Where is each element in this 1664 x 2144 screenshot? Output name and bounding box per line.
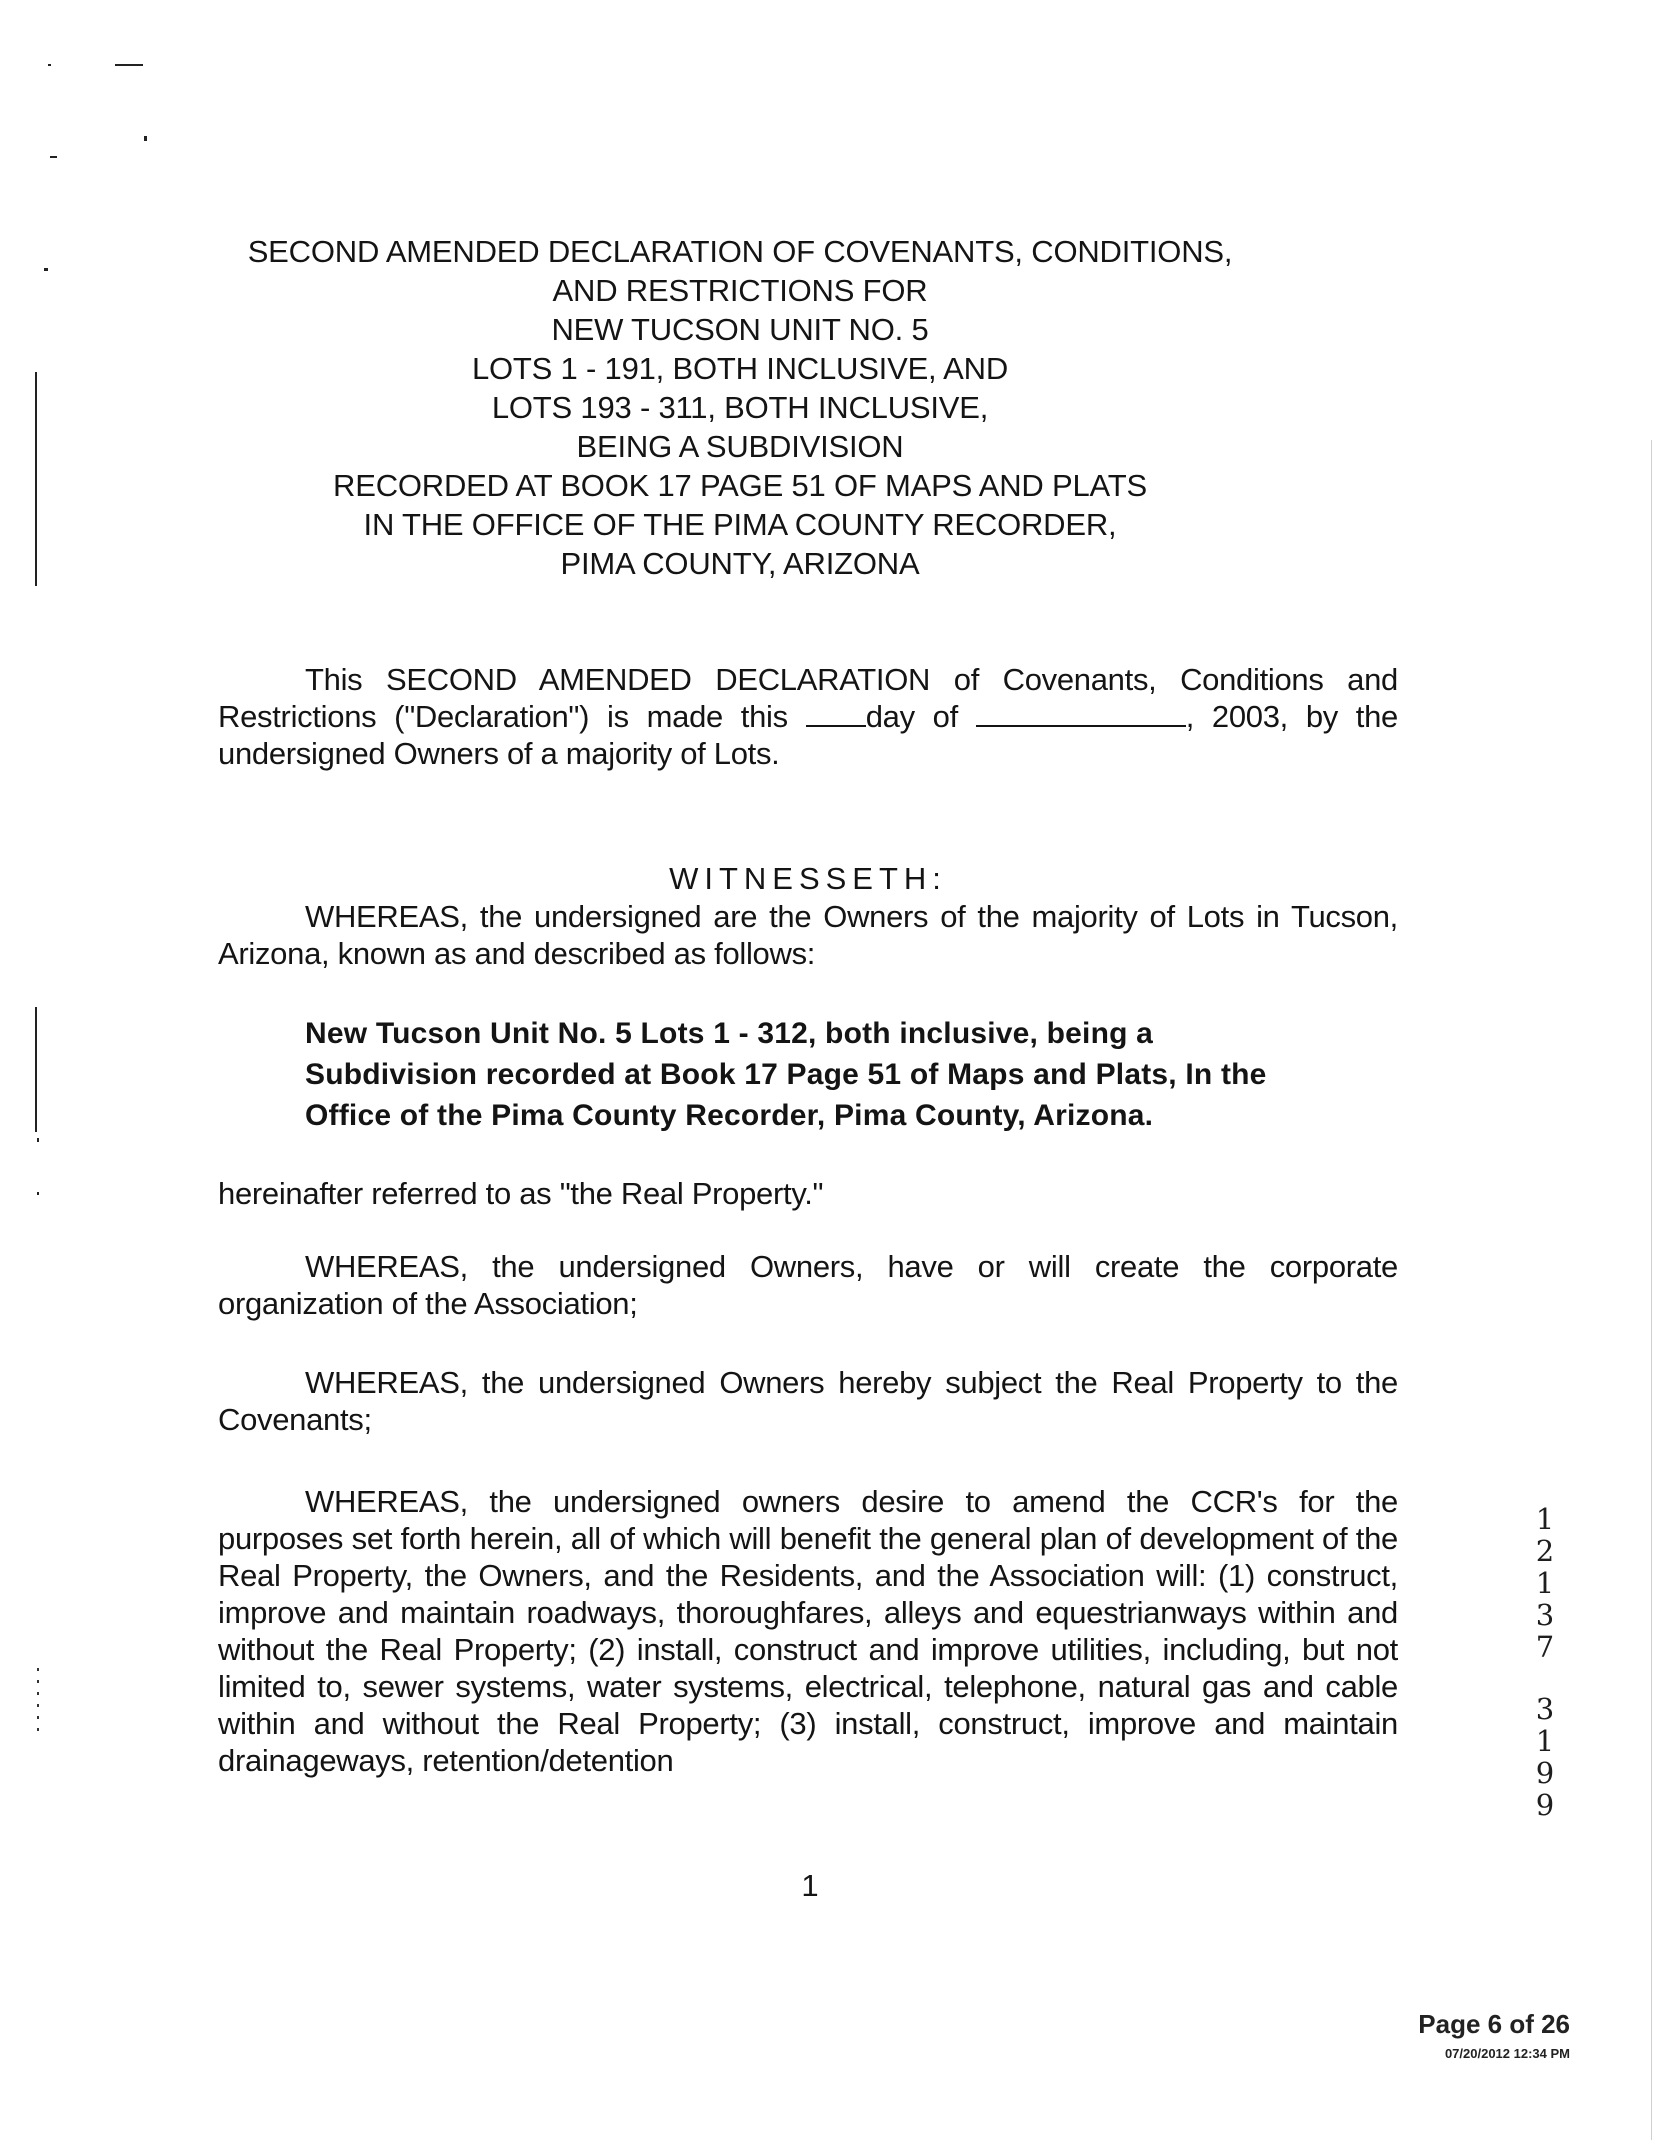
title-line: NEW TUCSON UNIT NO. 5 [551, 312, 929, 347]
stamp-digit: 1 [1535, 1502, 1555, 1536]
legal-description: New Tucson Unit No. 5 Lots 1 - 312, both inclusive, being a Subdivision recorded at Book 17 Page 51 of Maps and Plats, In the Office of the Pima County Recorder, Pima County, Arizona. [305, 1017, 1267, 1132]
stamp-digit: 1 [1535, 1566, 1555, 1600]
title-line: LOTS 1 - 191, BOTH INCLUSIVE, AND [471, 351, 1009, 386]
scan-mark-tick [50, 156, 57, 158]
footer-timestamp: 07/20/2012 12:34 PM [1444, 2046, 1570, 2061]
margin-bar-2 [35, 1007, 37, 1132]
stamp-digit: 3 [1535, 1598, 1555, 1632]
intro-text-2: day of [865, 699, 976, 734]
title-line: IN THE OFFICE OF THE PIMA COUNTY RECORDER, [363, 507, 1117, 542]
day-blank [806, 699, 866, 727]
intro-text-1: This SECOND AMENDED DECLARATION of Covenants, Conditions and Restrictions ("Declaration") is made this [218, 662, 1398, 734]
scan-right-edge [1651, 440, 1652, 2140]
stamp-digit: 1 [1535, 1724, 1555, 1758]
stamp-gap [1525, 1663, 1565, 1693]
whereas-paragraph-3: WHEREAS, the undersigned Owners hereby subject the Real Property to the Covenants; [218, 1365, 1398, 1437]
title-line: RECORDED AT BOOK 17 PAGE 51 OF MAPS AND PLATS [333, 468, 1147, 503]
scan-mark-tick [44, 268, 48, 271]
whereas-paragraph-4: WHEREAS, the undersigned owners desire to amend the CCR's for the purposes set forth herein, all of which will benefit the general plan of development of the Real Property, the Owners, and the Residents, and the Association will: (1) construct, improve and maintain roadways, thoroughfares, alleys and equestrianways within and without the Real Property; (2) install, construct and improve utilities, including, but not limited to, sewer systems, water systems, electrical, telephone, natural gas and cable within and without the Real Property; (3) install, construct, improve and maintain drainageways, retention/detention [218, 1484, 1398, 1778]
title-line: AND RESTRICTIONS FOR [552, 273, 928, 308]
scan-mark-dot [37, 1192, 39, 1195]
hereinafter-line: hereinafter referred to as "the Real Property." [218, 1176, 824, 1211]
document-title [220, 232, 1260, 583]
stamp-digit: 2 [1535, 1534, 1555, 1568]
title-line: LOTS 193 - 311, BOTH INCLUSIVE, [491, 390, 989, 425]
stamp-digit: 3 [1535, 1692, 1555, 1726]
footer-page-count: Page 6 of 26 [1418, 2009, 1570, 2039]
scan-mark-dot [48, 64, 51, 66]
witnesseth-heading: WITNESSETH: [669, 861, 947, 896]
whereas-paragraph-2: WHEREAS, the undersigned Owners, have or will create the corporate organization of the Association; [218, 1249, 1398, 1321]
stamp-digit: 7 [1535, 1630, 1555, 1664]
title-line: BEING A SUBDIVISION [576, 429, 904, 464]
whereas-paragraph-1: WHEREAS, the undersigned are the Owners of the majority of Lots in Tucson, Arizona, known as and described as follows: [218, 899, 1398, 971]
intro-text-3: , 2003, by the undersigned Owners of a majority of Lots. [218, 699, 1398, 771]
scan-mark-dot [37, 1138, 39, 1142]
month-blank [976, 699, 1186, 727]
scan-mark-dash [115, 64, 143, 66]
intro-paragraph [218, 661, 1398, 772]
stamp-digit: 9 [1535, 1788, 1555, 1822]
margin-dots [37, 1668, 39, 1740]
scan-mark-dot [144, 136, 147, 141]
title-line: PIMA COUNTY, ARIZONA [560, 546, 920, 581]
stamp-digit: 9 [1535, 1756, 1555, 1790]
title-line: SECOND AMENDED DECLARATION OF COVENANTS, CONDITIONS, [247, 234, 1233, 269]
page-number: 1 [801, 1868, 819, 1903]
margin-bar-1 [35, 372, 37, 586]
recording-stamp [1525, 1503, 1565, 1821]
